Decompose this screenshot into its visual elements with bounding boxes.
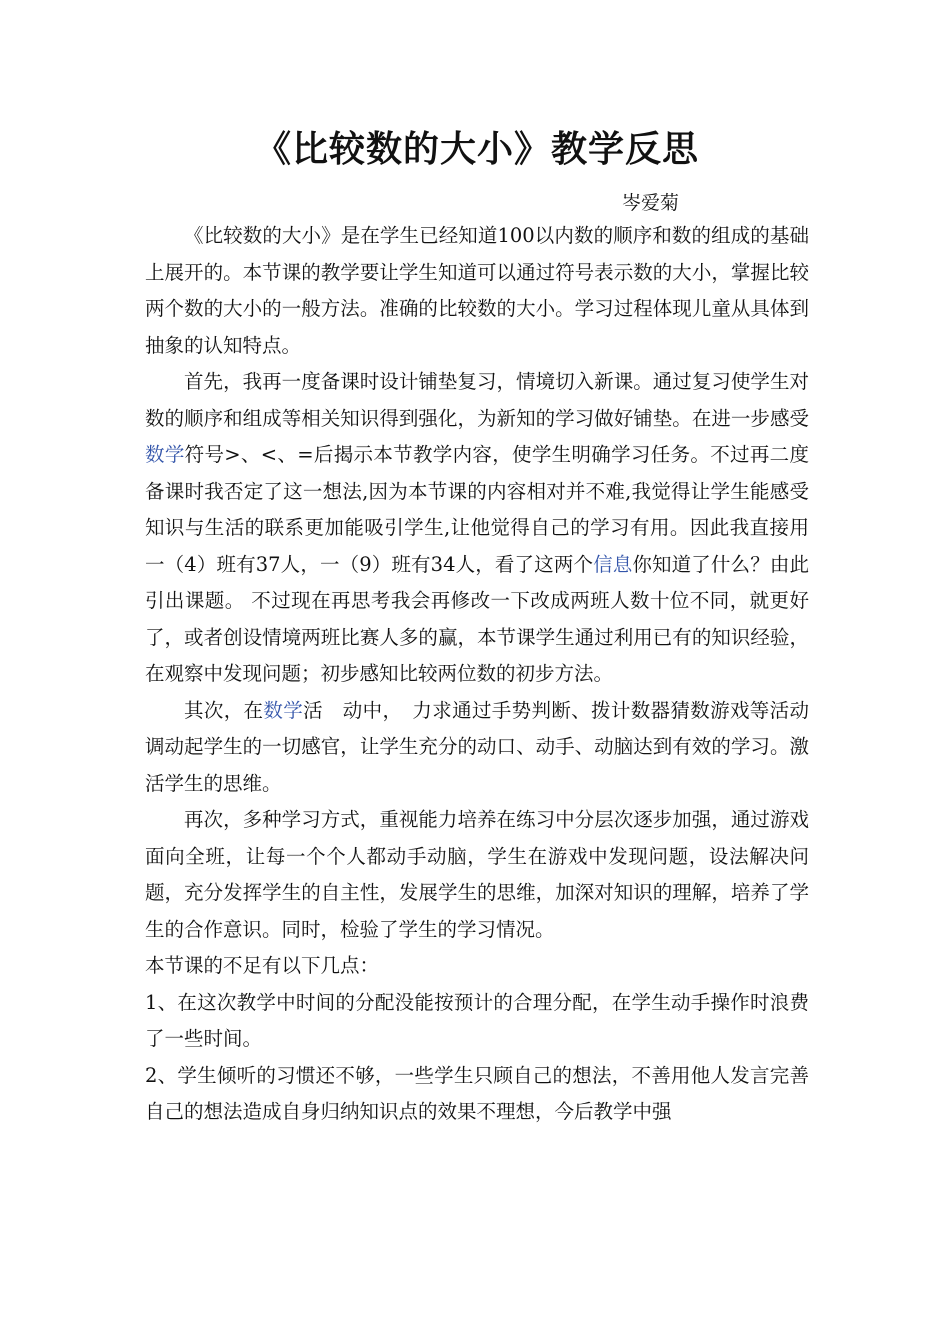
paragraph-text: 再次，多种学习方式，重视能力培养在练习中分层次逐步加强，通过游戏面向全班，让每一个个人都动手动脑，学生在游戏中发现问题，设法解决问题，充分发挥学生的自主性，发展学生的思维，加深对知识的理解，培养了学生的合作意识。同时，检验了学生的学习情况。: [145, 808, 809, 941]
inline-link[interactable]: 数学: [145, 443, 185, 466]
paragraph-text: 2、学生倾听的习惯还不够，一些学生只顾自己的想法，不善用他人发言完善自己的想法造成自身归纳知识点的效果不理想，今后教学中强: [145, 1063, 809, 1123]
paragraph: [145, 948, 809, 985]
author-name: 岑爱菊: [621, 192, 679, 214]
inline-link[interactable]: 数学: [263, 698, 304, 722]
document-page: [145, 120, 809, 1131]
paragraph-text: 首先，我再一度备课时设计铺垫复习，情境切入新课。通过复习使学生对数的顺序和组成等相关知识得到强化，为新知的学习做好铺垫。在进一步感受: [145, 370, 809, 430]
paragraph-text: 你知道了什么？由此引出课题。 不过现在再思考我会再修改一下改成两班人数十位不同，就更好了，或者创设情境两班比赛人多的赢，本节课学生通过利用已有的知识经验，在观察中发现问题；初步感知比较两位数的初步方法。: [145, 552, 809, 685]
paragraph-text: 1、在这次教学中时间的分配没能按预计的合理分配，在学生动手操作时浪费了一些时间。: [145, 990, 809, 1050]
inline-link[interactable]: 信息: [593, 552, 633, 576]
document-body: [145, 218, 809, 1131]
paragraph: [145, 693, 809, 803]
paragraph-text: 其次，在: [184, 698, 264, 722]
paragraph: [145, 1058, 809, 1131]
paragraph-text: 活 动中， 力求通过手势判断、拨计数器猜数游戏等活动调动起学生的一切感官，让学生充分的动口、动手、动脑达到有效的学习。激活学生的思维。: [145, 698, 809, 795]
paragraph-text: 《比较数的大小》是在学生已经知道100以内数的顺序和数的组成的基础上展开的。本节课的教学要让学生知道可以通过符号表示数的大小，掌握比较两个数的大小的一般方法。准确的比较数的大小。学习过程体现儿童从具体到抽象的认知特点。: [145, 224, 809, 357]
paragraph-text: 本节课的不足有以下几点：: [145, 954, 380, 977]
paragraph: [145, 218, 809, 364]
paragraph: [145, 985, 809, 1058]
paragraph: [145, 364, 809, 693]
paragraph: [145, 802, 809, 948]
paragraph-text: 符号>、<、=后揭示本节教学内容，使学生明确学习任务。不过再二度备课时我否定了这一想法,因为本节课的内容相对并不难,我觉得让学生能感受知识与生活的联系更加能吸引学生,让他觉得自己的学习有用。因此我直接用一（4）班有37人，一（9）班有34人，看了这两个: [145, 443, 809, 576]
document-title: 《比较数的大小》教学反思: [254, 129, 699, 170]
